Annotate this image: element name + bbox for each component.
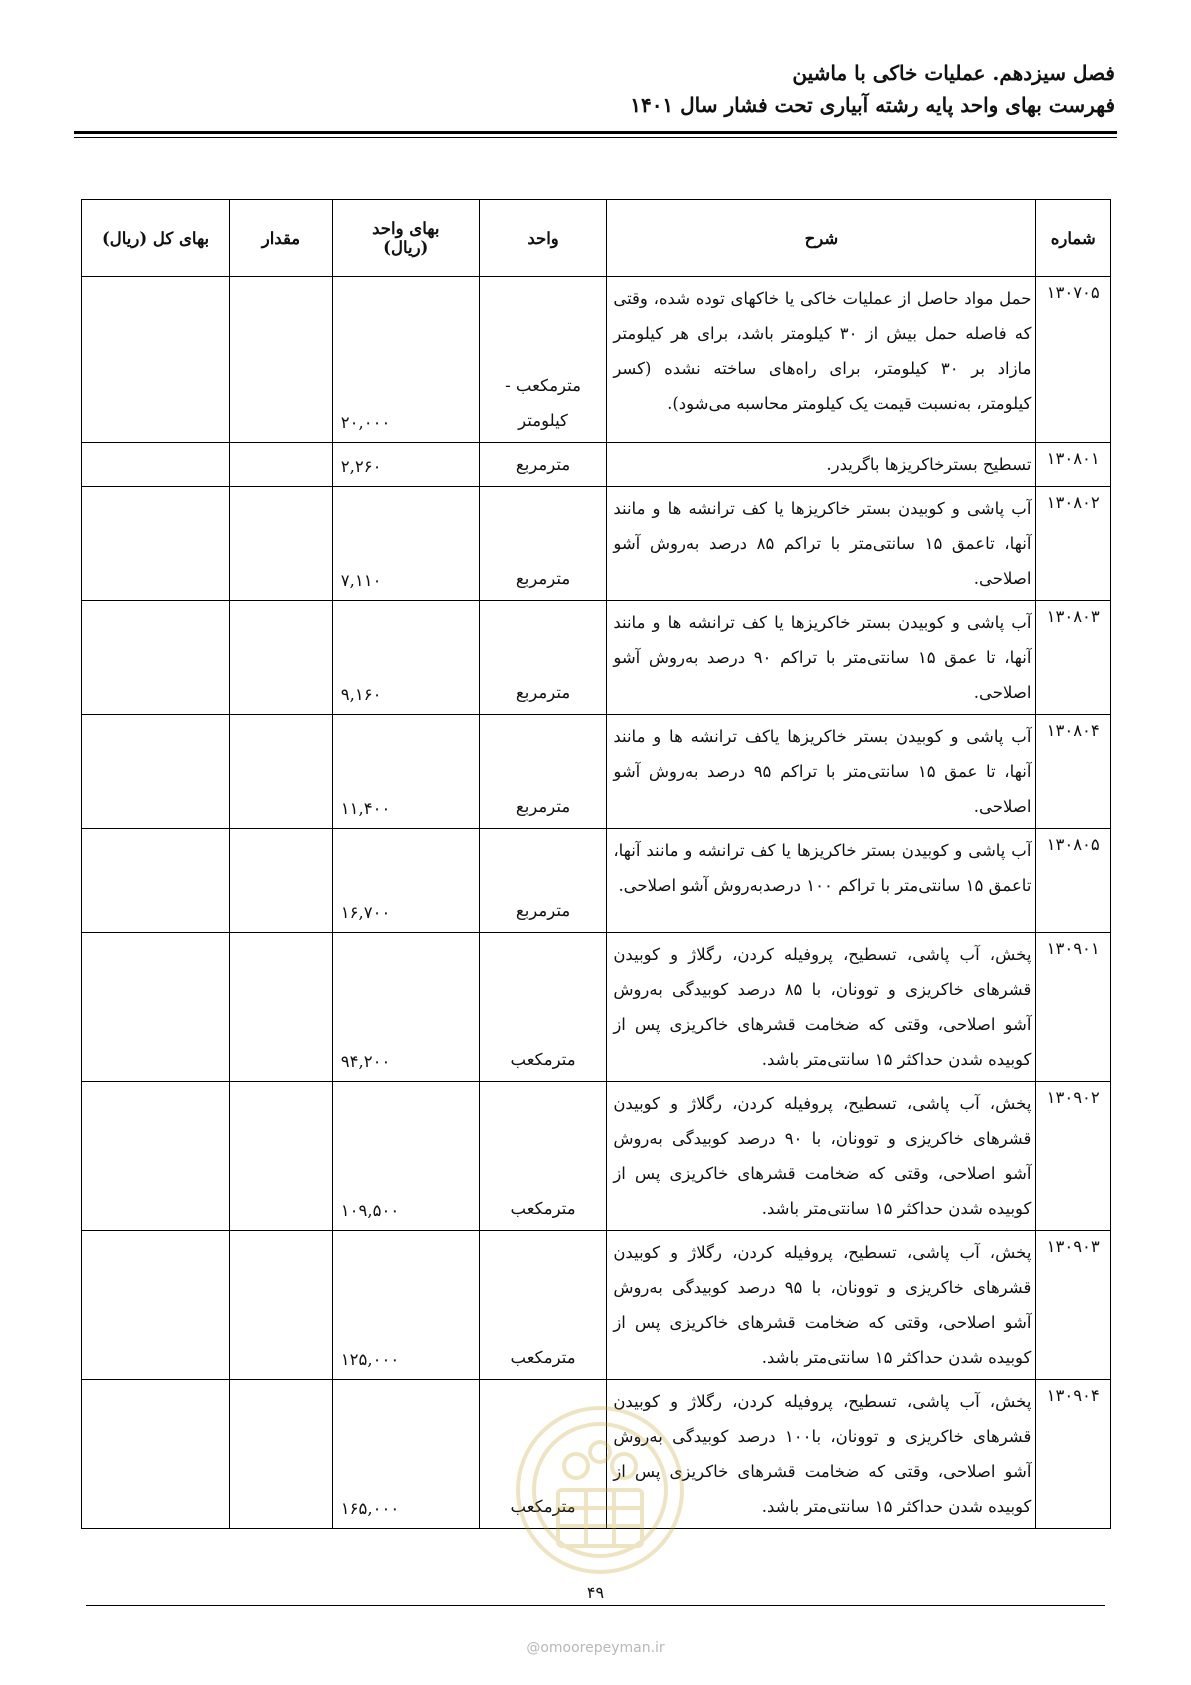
item-total-price bbox=[82, 443, 230, 487]
item-total-price bbox=[82, 829, 230, 933]
item-description: تسطیح بسترخاکریزها باگریدر. bbox=[607, 443, 1036, 487]
item-unit bbox=[479, 277, 607, 443]
item-unit bbox=[479, 1231, 607, 1380]
item-unit-line1: مترمکعب bbox=[510, 1199, 576, 1218]
page-header bbox=[76, 58, 1115, 122]
item-description: حمل مواد حاصل از عملیات خاکی یا خاکهای توده شده، وقتی که فاصله حمل بیش از ۳۰ کیلومتر باشد، برای هر کیلومتر مازاد بر ۳۰ کیلومتر، برای راه‌های ساخته نشده (کسر کیلومتر، به‌نسبت قیمت یک کیلومتر محاسبه می‌شود). bbox=[607, 277, 1036, 443]
table-row bbox=[82, 933, 1111, 1082]
item-quantity bbox=[230, 933, 333, 1082]
col-header-unit-price-line2: (ریال) bbox=[383, 238, 429, 257]
table-row bbox=[82, 1380, 1111, 1529]
price-table bbox=[81, 199, 1111, 1529]
item-number: ۱۳۰۹۰۱ bbox=[1036, 933, 1111, 1082]
item-number: ۱۳۰۹۰۴ bbox=[1036, 1380, 1111, 1529]
item-unit-line1: مترمربع bbox=[515, 455, 571, 474]
item-unit-price: ۷,۱۱۰ bbox=[332, 487, 479, 601]
item-unit bbox=[479, 1380, 607, 1529]
item-unit-line1: مترمکعب - bbox=[505, 376, 581, 395]
item-total-price bbox=[82, 601, 230, 715]
item-unit-price: ۲,۲۶۰ bbox=[332, 443, 479, 487]
item-unit-price: ۱۶۵,۰۰۰ bbox=[332, 1380, 479, 1529]
item-quantity bbox=[230, 1380, 333, 1529]
item-number: ۱۳۰۹۰۲ bbox=[1036, 1082, 1111, 1231]
col-header-unit-price bbox=[332, 200, 479, 277]
item-number: ۱۳۰۸۰۴ bbox=[1036, 715, 1111, 829]
item-unit bbox=[479, 443, 607, 487]
table-header-row bbox=[82, 200, 1111, 277]
table-row bbox=[82, 1231, 1111, 1380]
item-unit bbox=[479, 487, 607, 601]
header-rule-thin bbox=[74, 137, 1117, 138]
item-total-price bbox=[82, 933, 230, 1082]
table-row bbox=[82, 829, 1111, 933]
item-description: آب پاشی و کوبیدن بستر خاکریزها یا کف ترانشه ها و مانند آنها، تا عمق ۱۵ سانتی‌متر با تراکم ۹۰ درصد به‌روش آشو اصلاحی. bbox=[607, 601, 1036, 715]
item-description: پخش، آب پاشی، تسطیح، پروفیله کردن، رگلاژ و کوبیدن قشرهای خاکریزی و توونان، با ۹۵ درصد کوبیدگی به‌روش آشو اصلاحی، وقتی که ضخامت قشرهای خاکریزی پس از کوبیده شدن حداکثر ۱۵ سانتی‌متر باشد. bbox=[607, 1231, 1036, 1380]
item-description: آب پاشی و کوبیدن بستر خاکریزها یاکف ترانشه ها و مانند آنها، تا عمق ۱۵ سانتی‌متر با تراکم ۹۵ درصد به‌روش آشو اصلاحی. bbox=[607, 715, 1036, 829]
col-header-number: شماره bbox=[1036, 200, 1111, 277]
document-title: فهرست بهای واحد پایه رشته آبیاری تحت فشار سال ۱۴۰۱ bbox=[630, 93, 1115, 117]
item-unit-line1: مترمربع bbox=[515, 569, 571, 588]
item-unit bbox=[479, 933, 607, 1082]
item-unit-price: ۹۴,۲۰۰ bbox=[332, 933, 479, 1082]
table-row bbox=[82, 487, 1111, 601]
item-unit-line1: مترمکعب bbox=[510, 1497, 576, 1516]
item-quantity bbox=[230, 1231, 333, 1380]
item-total-price bbox=[82, 1380, 230, 1529]
item-description: آب پاشی و کوبیدن بستر خاکریزها یا کف ترانشه و مانند آنها، تاعمق ۱۵ سانتی‌متر با تراکم ۱۰۰ درصدبه‌روش آشو اصلاحی. bbox=[607, 829, 1036, 933]
table-row bbox=[82, 443, 1111, 487]
item-description: آب پاشی و کوبیدن بستر خاکریزها یا کف ترانشه ها و مانند آنها، تاعمق ۱۵ سانتی‌متر با تراکم ۸۵ درصد به‌روش آشو اصلاحی. bbox=[607, 487, 1036, 601]
item-description: پخش، آب پاشی، تسطیح، پروفیله کردن، رگلاژ و کوبیدن قشرهای خاکریزی و توونان، با ۹۰ درصد کوبیدگی به‌روش آشو اصلاحی، وقتی که ضخامت قشرهای خاکریزی پس از کوبیده شدن حداکثر ۱۵ سانتی‌متر باشد. bbox=[607, 1082, 1036, 1231]
item-unit bbox=[479, 715, 607, 829]
item-total-price bbox=[82, 487, 230, 601]
item-unit-price: ۱۲۵,۰۰۰ bbox=[332, 1231, 479, 1380]
item-quantity bbox=[230, 829, 333, 933]
item-description: پخش، آب پاشی، تسطیح، پروفیله کردن، رگلاژ و کوبیدن قشرهای خاکریزی و توونان، با۱۰۰ درصد کوبیدگی به‌روش آشو اصلاحی، وقتی که ضخامت قشرهای خاکریزی پس از کوبیده شدن حداکثر ۱۵ سانتی‌متر باشد. bbox=[607, 1380, 1036, 1529]
item-number: ۱۳۰۸۰۳ bbox=[1036, 601, 1111, 715]
item-unit bbox=[479, 601, 607, 715]
website-watermark: @omoorepeyman.ir bbox=[526, 1640, 665, 1656]
item-unit-line1: مترمربع bbox=[515, 683, 571, 702]
item-quantity bbox=[230, 277, 333, 443]
item-unit-line1: مترمکعب bbox=[510, 1050, 576, 1069]
table-row bbox=[82, 1082, 1111, 1231]
item-total-price bbox=[82, 1231, 230, 1380]
col-header-description: شرح bbox=[607, 200, 1036, 277]
item-number: ۱۳۰۷۰۵ bbox=[1036, 277, 1111, 443]
page-number: ۴۹ bbox=[586, 1583, 605, 1602]
item-total-price bbox=[82, 277, 230, 443]
item-quantity bbox=[230, 487, 333, 601]
item-number: ۱۳۰۸۰۲ bbox=[1036, 487, 1111, 601]
item-unit-line1: مترمربع bbox=[515, 901, 571, 920]
item-unit-price: ۲۰,۰۰۰ bbox=[332, 277, 479, 443]
item-unit-price: ۱۶,۷۰۰ bbox=[332, 829, 479, 933]
chapter-title: فصل سیزدهم. عملیات خاکی با ماشین bbox=[792, 61, 1115, 85]
item-unit-line2: کیلومتر bbox=[518, 411, 568, 430]
item-quantity bbox=[230, 601, 333, 715]
item-unit bbox=[479, 1082, 607, 1231]
col-header-total-price: بهای کل (ریال) bbox=[82, 200, 230, 277]
item-quantity bbox=[230, 1082, 333, 1231]
col-header-unit-price-line1: بهای واحد bbox=[372, 219, 440, 238]
item-unit-line1: مترمکعب bbox=[510, 1348, 576, 1367]
item-unit-line1: مترمربع bbox=[515, 797, 571, 816]
table-row bbox=[82, 601, 1111, 715]
col-header-unit: واحد bbox=[479, 200, 607, 277]
item-unit-price: ۹,۱۶۰ bbox=[332, 601, 479, 715]
item-quantity bbox=[230, 715, 333, 829]
item-description: پخش، آب پاشی، تسطیح، پروفیله کردن، رگلاژ و کوبیدن قشرهای خاکریزی و توونان، با ۸۵ درصد کوبیدگی به‌روش آشو اصلاحی، وقتی که ضخامت قشرهای خاکریزی پس از کوبیده شدن حداکثر ۱۵ سانتی‌متر باشد. bbox=[607, 933, 1036, 1082]
item-total-price bbox=[82, 1082, 230, 1231]
item-total-price bbox=[82, 715, 230, 829]
item-unit-price: ۱۱,۴۰۰ bbox=[332, 715, 479, 829]
item-number: ۱۳۰۹۰۳ bbox=[1036, 1231, 1111, 1380]
item-number: ۱۳۰۸۰۵ bbox=[1036, 829, 1111, 933]
table-row bbox=[82, 277, 1111, 443]
item-unit bbox=[479, 829, 607, 933]
table-row bbox=[82, 715, 1111, 829]
col-header-quantity: مقدار bbox=[230, 200, 333, 277]
footer-rule bbox=[86, 1605, 1105, 1606]
item-unit-price: ۱۰۹,۵۰۰ bbox=[332, 1082, 479, 1231]
item-quantity bbox=[230, 443, 333, 487]
header-rule-thick bbox=[74, 131, 1117, 134]
item-number: ۱۳۰۸۰۱ bbox=[1036, 443, 1111, 487]
